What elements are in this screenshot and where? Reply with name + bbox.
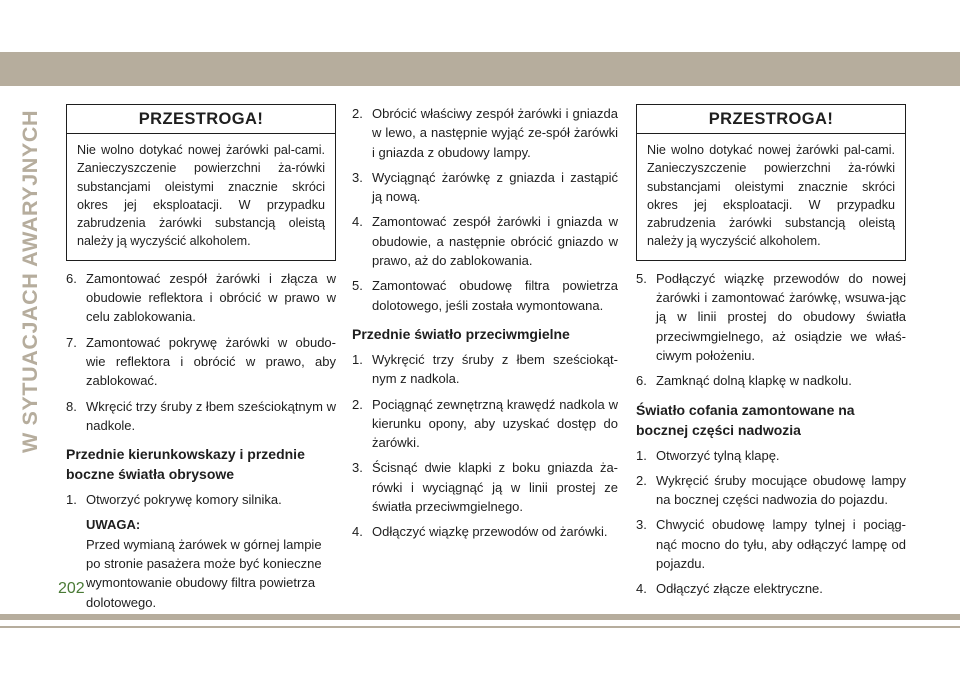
step-item [352, 395, 618, 453]
step-text: Zamontować obudowę filtra powietrza dolotowego, jeśli została wymontowana. [372, 278, 618, 313]
step-number: 2. [636, 472, 647, 488]
step-item [66, 269, 336, 327]
step-number: 2. [352, 396, 363, 412]
step-text: Zamknąć dolną klapkę w nadkolu. [656, 373, 852, 389]
step-text: Wykręcić śruby mocujące obudowę lampy na bocznej części nadwozia do pojazdu. [656, 472, 906, 508]
step-text: Odłączyć wiązkę przewodów od żarówki. [372, 524, 608, 540]
step-number: 6. [636, 373, 647, 389]
step-text: Podłączyć wiązkę przewodów do nowej żarówki i zamontować żarówkę, wsuwa-jąc ją w linii prostej do obudowy światła przeciwmgielnego, aż osiądzie we właś-ciwym położeniu. [656, 270, 906, 363]
caution-box [66, 104, 336, 261]
step-item [352, 350, 618, 389]
step-list [636, 446, 906, 599]
section-heading: Przednie światło przeciwmgielne [352, 325, 570, 342]
caution-text: Nie wolno dotykać nowej żarówki pal-cami. Zanieczyszczenie powierzchni ża-rówki substancjami oleistymi znacznie skróci okres jej eksploatacji. W przypadku zabrudzenia żarówki substancją oleistą należy ją wyczyścić alkoholem. [647, 143, 895, 249]
step-number: 1. [352, 351, 363, 367]
section-heading: Światło cofania zamontowane na bocznej części nadwozia [636, 401, 855, 438]
step-text: Pociągnąć zewnętrzną krawędź nadkola w kierunku opony, aby uzyskać dostęp do żarówki. [372, 396, 618, 451]
step-number: 8. [66, 398, 77, 414]
step-number: 5. [636, 270, 647, 286]
section-heading: Przednie kierunkowskazy i przednie boczne światła obrysowe [66, 446, 305, 483]
step-item [636, 471, 906, 510]
step-number: 2. [352, 106, 363, 121]
step-item [636, 515, 906, 573]
step-item [66, 490, 336, 509]
footer-rule [0, 626, 960, 628]
step-text: Wyciągnąć żarówkę z gniazda i zastąpić ją nową. [372, 169, 618, 205]
step-number: 3. [352, 460, 363, 476]
step-item [636, 371, 906, 390]
step-number: 5. [352, 278, 363, 294]
step-item [636, 579, 906, 598]
step-text: Zamontować zespół żarówki i złącza w obudowie reflektora i obrócić w prawo w celu zablokowania. [86, 270, 336, 325]
step-text: Wkręcić trzy śruby z łbem sześciokątnym w nadkole. [86, 398, 336, 433]
step-item [352, 522, 618, 541]
step-text: Ścisnąć dwie klapki z boku gniazda ża-rówki i wyciągnąć ją w linii prostej ze światła przeciwmgielnego. [372, 460, 618, 515]
step-text: Zamontować zespół żarówki i gniazda w obudowie, a następnie obrócić gniazdo w prawo, aż do zablokowania. [372, 214, 618, 269]
step-number: 3. [352, 169, 363, 185]
step-text: Chwycić obudowę lampy tylnej i pociąg-nąć mocno do tyłu, aby odłączyć lampę od pojazdu. [656, 517, 906, 572]
note-text: Przed wymianą żarówek w górnej lampie po stronie pasażera może być konieczne wymontowanie obudowy filtra powietrza dolotowego. [86, 536, 322, 610]
step-number: 1. [636, 447, 647, 463]
step-text: Wykręcić trzy śruby z łbem sześciokąt-nym z nadkola. [372, 351, 618, 387]
column-1 [66, 104, 336, 612]
step-text: Obrócić właściwy zespół żarówki i gniazda w lewo, a następnie wyjąć ze-spół żarówki i gniazda z obudowy lampy. [372, 106, 618, 160]
step-text: Otworzyć tylną klapę. [656, 447, 780, 463]
step-number: 3. [636, 517, 647, 533]
step-item [66, 397, 336, 436]
caution-title: PRZESTROGA! [637, 105, 905, 134]
step-item [66, 333, 336, 391]
step-text: Otworzyć pokrywę komory silnika. [86, 492, 282, 508]
step-list [66, 269, 336, 435]
step-number: 1. [66, 492, 77, 508]
step-item [352, 458, 618, 516]
column-3 [636, 104, 906, 605]
column-2 [352, 104, 618, 548]
step-number: 4. [636, 581, 647, 597]
step-text: Odłączyć złącze elektryczne. [656, 581, 823, 597]
step-number: 6. [66, 270, 77, 286]
step-item [352, 212, 618, 270]
chapter-side-title: W SYTUACJACH AWARYJNYCH [18, 109, 42, 453]
caution-box [636, 104, 906, 261]
step-item [636, 269, 906, 365]
step-list [352, 104, 618, 315]
step-number: 7. [66, 334, 77, 350]
step-item [352, 276, 618, 315]
header-band [0, 52, 960, 86]
note-block [66, 515, 336, 611]
caution-text: Nie wolno dotykać nowej żarówki pal-cami. Zanieczyszczenie powierzchni ża-rówki substancjami oleistymi znacznie skróci okres jej eksploatacji. W przypadku zabrudzenia żarówki substancją oleistą należy ją wyczyścić alkoholem. [77, 143, 325, 249]
step-list [66, 490, 336, 509]
page-number: 202 [58, 580, 85, 597]
footer-band [0, 614, 960, 620]
step-text: Zamontować pokrywę żarówki w obudo-wie reflektora i obrócić w prawo, aby zablokować. [86, 334, 336, 389]
note-title: UWAGA: [86, 517, 141, 533]
step-list [636, 269, 906, 391]
step-list [352, 350, 618, 542]
step-number: 4. [352, 214, 363, 230]
caution-title: PRZESTROGA! [67, 105, 335, 134]
step-item [352, 104, 618, 162]
step-number: 4. [352, 524, 363, 540]
step-item [352, 168, 618, 207]
step-item [636, 446, 906, 465]
